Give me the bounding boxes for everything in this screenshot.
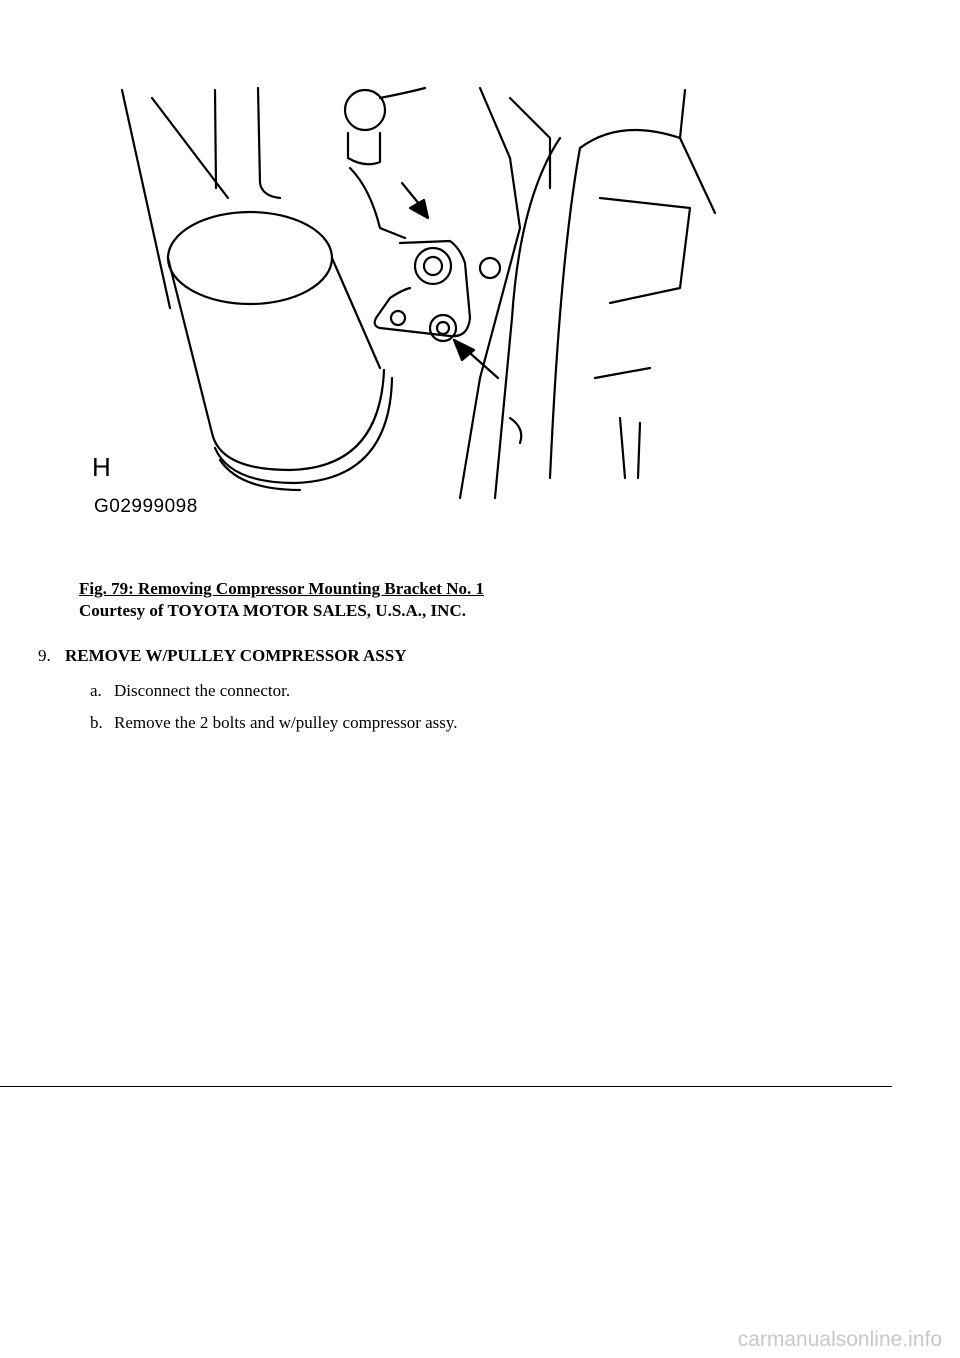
engine-edge-1 xyxy=(460,88,520,498)
engine-edge-2 xyxy=(495,138,560,498)
vertical-line-1 xyxy=(215,90,216,188)
side-hole xyxy=(480,258,500,278)
engine-block xyxy=(600,198,690,303)
upper-bolt-head xyxy=(415,248,451,284)
upper-arrow-head xyxy=(410,200,428,218)
filter-left-edge xyxy=(168,258,212,433)
substep-text: Remove the 2 bolts and w/pulley compressor assy. xyxy=(114,713,458,732)
lower-arrow-head xyxy=(454,340,474,360)
left-pipe-line xyxy=(122,90,170,308)
substep-text: Disconnect the connector. xyxy=(114,681,291,700)
engine-edge-7 xyxy=(595,368,650,378)
line-drawing xyxy=(80,78,730,528)
figure-letter: H xyxy=(92,452,111,482)
lower-bolt-center xyxy=(437,322,449,334)
cap-line xyxy=(380,88,425,98)
bracket-hole xyxy=(391,311,405,325)
page-divider xyxy=(0,1086,892,1087)
engine-edge-3 xyxy=(550,148,580,478)
procedure-step xyxy=(38,646,406,666)
engine-edge-9 xyxy=(638,423,640,478)
engine-edge-6 xyxy=(680,90,685,138)
cap-circle xyxy=(345,90,385,130)
filter-bottom xyxy=(212,370,384,470)
lower-bolt-head xyxy=(430,315,456,341)
housing-line xyxy=(350,168,405,238)
filter-base-ring-2 xyxy=(220,460,300,490)
cap-stem xyxy=(348,133,380,164)
figure-code: G02999098 xyxy=(94,496,198,517)
caption-title: Fig. 79: Removing Compressor Mounting Bracket No. 1 xyxy=(79,579,484,598)
engine-edge-4 xyxy=(580,130,715,213)
substep-letter: b. xyxy=(90,713,103,732)
figure-caption xyxy=(79,578,484,622)
caption-courtesy: Courtesy of TOYOTA MOTOR SALES, U.S.A., INC. xyxy=(79,601,466,620)
filter-base-ring xyxy=(215,378,392,483)
engine-edge-10 xyxy=(510,418,521,443)
engine-edge-5 xyxy=(510,98,550,188)
illustration-compressor-bracket xyxy=(80,78,730,528)
step-label: REMOVE W/PULLEY COMPRESSOR ASSY xyxy=(65,646,407,665)
filter-right-edge xyxy=(332,258,380,368)
substep-a xyxy=(90,681,290,701)
substep-letter: a. xyxy=(90,681,102,700)
watermark: carmanualsonline.info xyxy=(737,1328,942,1351)
engine-edge-8 xyxy=(620,418,625,478)
substep-b xyxy=(90,713,458,733)
step-number: 9. xyxy=(38,646,51,665)
upper-bolt-center xyxy=(424,257,442,275)
vertical-line-2 xyxy=(258,88,280,198)
filter-top xyxy=(168,212,332,304)
